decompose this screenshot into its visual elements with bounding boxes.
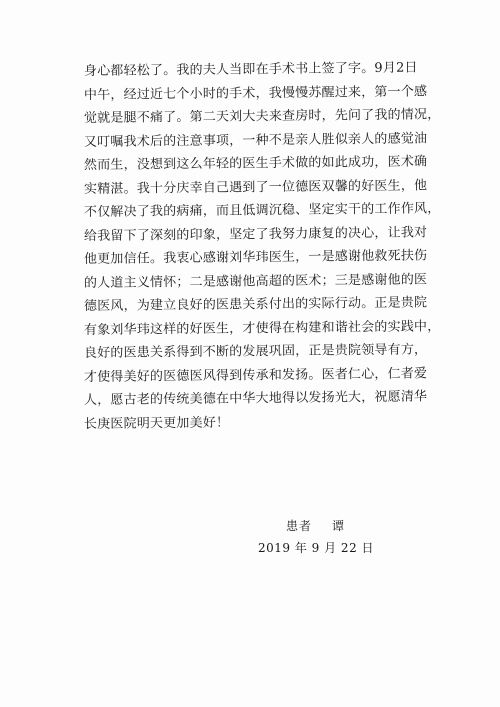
letter-date: 2019 年 9 月 22 日 <box>258 541 375 555</box>
letter-body <box>84 60 456 436</box>
letter-line: 有象刘华玮这样的好医生，才使得在构建和谐社会的实践中， <box>83 318 441 338</box>
letter-line: 良好的医患关系得到不断的发展巩固，正是贵院领导有方， <box>83 342 428 361</box>
signoff-name: 谭 <box>332 519 346 533</box>
letter-line: 给我留下了深刻的印象，坚定了我努力康复的决心，让我对 <box>83 224 428 244</box>
letter-line: 人，愿古老的传统美德在中华大地得以发扬光大，祝愿清华 <box>83 389 428 408</box>
letter-line: 中午，经过近七个小时的手术，我慢慢苏醒过来，第一个感 <box>83 83 428 103</box>
letter-line: 他更加信任。我衷心感谢刘华玮医生，一是感谢他救死扶伤 <box>83 248 428 267</box>
patient-signoff <box>286 517 345 534</box>
letter-line: 才使得美好的医德医风得到传承和发扬。医者仁心，仁者爱 <box>83 365 428 385</box>
letter-line: 实精湛。我十分庆幸自己遇到了一位德医双馨的好医生，他 <box>83 177 428 197</box>
letter-line: 不仅解决了我的病痛，而且低调沉稳、坚定实干的工作作风， <box>83 201 441 220</box>
letter-line: 又叮嘱我术后的注意事项，一种不是亲人胜似亲人的感觉油 <box>83 130 428 150</box>
letter-line: 长庚医院明天更加美好！ <box>83 414 230 432</box>
letter-line: 的人道主义情怀；二是感谢他高超的医术；三是感谢他的医 <box>83 271 428 291</box>
letter-line: 然而生，没想到这么年轻的医生手术做的如此成功，医术确 <box>83 154 428 173</box>
letter-line: 身心都轻松了。我的夫人当即在手术书上签了字。9月2日 <box>83 60 418 79</box>
letter-line: 德医风，为建立良好的医患关系付出的实际行动。正是贵院 <box>83 295 428 314</box>
letter-line: 觉就是腿不痛了。第二天刘大夫来查房时，先问了我的情况， <box>83 107 441 126</box>
signoff-label: 患者 <box>286 519 313 533</box>
